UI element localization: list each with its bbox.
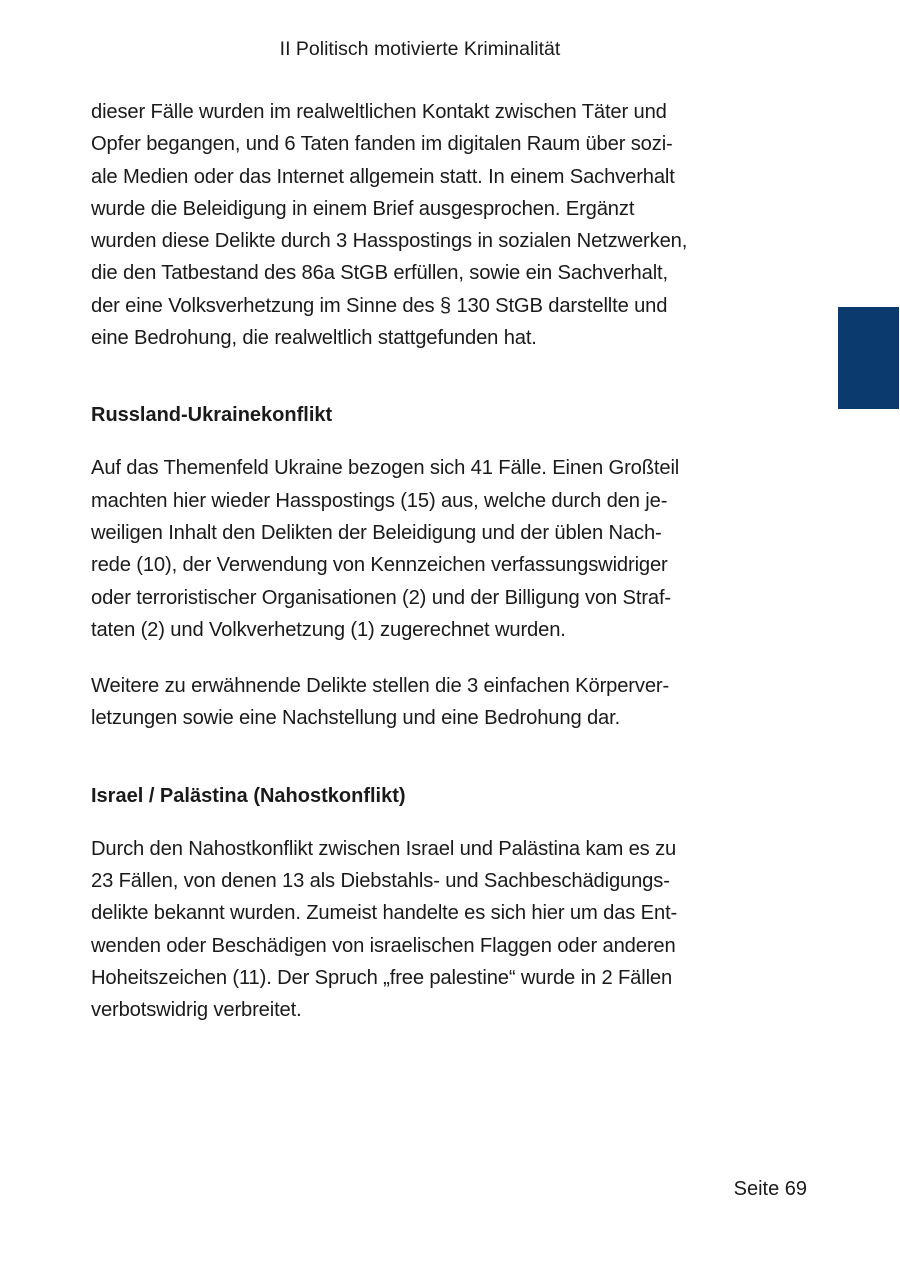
text-line: dieser Fälle wurden im realweltlichen Kontakt zwischen Täter und — [91, 101, 667, 123]
text-line: Weitere zu erwähnende Delikte stellen die 3 einfachen Körperver- — [91, 675, 670, 698]
text-line: weiligen Inhalt den Delikten der Beleidigung und der üblen Nach- — [91, 521, 662, 544]
text-line: delikte bekannt wurden. Zumeist handelte es sich hier um das Ent- — [91, 902, 678, 925]
text-line: taten (2) und Volkverhetzung (1) zugerechnet wurden. — [91, 618, 566, 641]
text-line: ale Medien oder das Internet allgemein statt. In einem Sachverhalt — [91, 165, 675, 188]
text-line: Hoheitszeichen (11). Der Spruch „free palestine“ wurde in 2 Fällen — [91, 966, 673, 989]
section-heading-russland-ukraine: Russland-Ukrainekonflikt — [91, 404, 333, 427]
text-line: wenden oder Beschädigen von israelischen Flaggen oder anderen — [91, 934, 676, 957]
text-line: wurden diese Delikte durch 3 Hasspostings in sozialen Netzwerken, — [91, 230, 688, 253]
text-line: Auf das Themenfeld Ukraine bezogen sich 41 Fälle. Einen Großteil — [91, 457, 680, 480]
text-line: wurde die Beleidigung in einem Brief ausgesprochen. Ergänzt — [91, 197, 635, 220]
paragraph-ukraine-cases — [91, 452, 761, 646]
text-line: der eine Volksverhetzung im Sinne des § 130 StGB darstellte und — [91, 294, 668, 317]
running-header: II Politisch motivierte Kriminalität — [279, 38, 561, 60]
text-line: Opfer begangen, und 6 Taten fanden im digitalen Raum über sozi- — [91, 133, 673, 156]
text-line: 23 Fällen, von denen 13 als Diebstahls- und Sachbeschädigungs- — [91, 870, 670, 893]
paragraph-ukraine-further-offences — [91, 670, 761, 735]
text-line: rede (10), der Verwendung von Kennzeichen verfassungswidriger — [91, 554, 668, 577]
paragraph-continuation — [91, 96, 761, 354]
text-line: eine Bedrohung, die realweltlich stattgefunden hat. — [91, 327, 537, 350]
text-line: machten hier wieder Hasspostings (15) aus, welche durch den je- — [91, 489, 668, 512]
page-number: Seite 69 — [733, 1178, 807, 1200]
text-line: Durch den Nahostkonflikt zwischen Israel und Palästina kam es zu — [91, 837, 677, 860]
page-content — [91, 96, 761, 1027]
text-line: oder terroristischer Organisationen (2) und der Billigung von Straf- — [91, 586, 672, 609]
paragraph-nahost-cases — [91, 833, 761, 1027]
chapter-tab-marker — [838, 307, 899, 409]
text-line: letzungen sowie eine Nachstellung und eine Bedrohung dar. — [91, 707, 621, 730]
section-heading-israel-palaestina: Israel / Palästina (Nahostkonflikt) — [91, 784, 406, 807]
text-line: verbotswidrig verbreitet. — [91, 999, 302, 1022]
text-line: die den Tatbestand des 86a StGB erfüllen, sowie ein Sachverhalt, — [91, 262, 668, 285]
